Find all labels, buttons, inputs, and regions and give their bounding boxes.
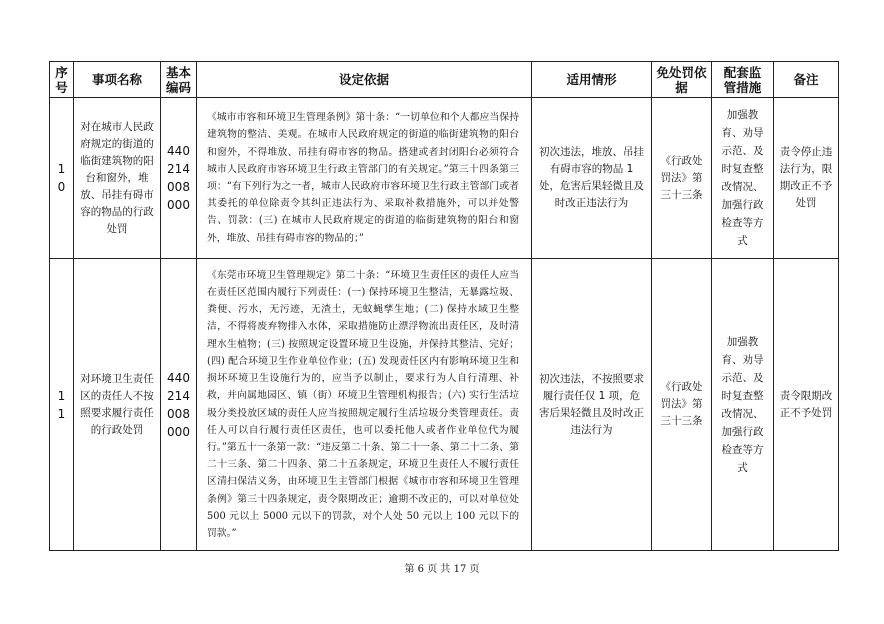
row-seq: 11 [50, 259, 74, 551]
row-note: 责令限期改正不予处罚 [774, 259, 839, 551]
row-basis: 《东莞市环境卫生管理规定》第二十条：“环境卫生责任区的责任人应当在责任区范围内履行下列责任：(一) 保持环境卫生整洁，无暴露垃圾、粪便、污水，无污迹，无渣土，无蚊蝇孳生地；(二) 保持水域卫生整洁，不得将废弃物排入水体，采取措施防止漂浮物流出责任区，及时清理水生植物；(三) 按照规定设置环境卫生设施，并保持其整洁、完好；(四) 配合环境卫生作业单位作业；(五) 发现责任区内有影响环境卫生和损坏环境卫生设施行为的，应当予以制止，要求行为人自行清理、补救，并向属地园区、镇（街）环境卫生管理机构报告；(六) 实行生活垃圾分类投放区域的责任人应当按照规定履行生活垃圾分类管理责任。责任人可以自行履行责任区责任，也可以委托他人或者作业单位代为履行。”第五十一条第一款：“违反第二十条、第二十一条、第二十二条、第二十三条、第二十四条、第二十五条规定，环境卫生责任人不履行责任区清扫保洁义务，由环境卫生主管部门根据《城市市容和环境卫生管理条例》第三十四条规定，责令限期改正；逾期不改正的，可以对单位处 500 元以上 5000 元以下的罚款，对个人处 50 元以上 100 元以下的罚款。” [197, 259, 532, 551]
row-condition: 初次违法，不按照要求履行责任仅 1 项，危害后果轻微且及时改正违法行为 [532, 259, 652, 551]
header-condition: 适用情形 [532, 62, 652, 98]
header-note: 备注 [774, 62, 839, 98]
row-measures: 加强教育、劝导示范、及时复查整改情况、加强行政检查等方式 [712, 98, 774, 259]
page-number-footer: 第 6 页 共 17 页 [404, 564, 480, 575]
table-row [50, 98, 839, 259]
row-measures: 加强教育、劝导示范、及时复查整改情况、加强行政检查等方式 [712, 259, 774, 551]
table-header-row [50, 62, 839, 98]
row-name: 对环境卫生责任区的责任人不按照要求履行责任的行政处罚 [74, 259, 161, 551]
row-note: 责令停止违法行为，限期改正不予处罚 [774, 98, 839, 259]
row-name: 对在城市人民政府规定的街道的临街建筑物的阳台和窗外，堆放、吊挂有碍市容的物品的行政处罚 [74, 98, 161, 259]
row-exempt: 《行政处罚法》第三十三条 [652, 98, 712, 259]
row-exempt: 《行政处罚法》第三十三条 [652, 259, 712, 551]
row-seq: 10 [50, 98, 74, 259]
header-measures: 配套监管措施 [712, 62, 774, 98]
row-code: 440214008000 [161, 98, 197, 259]
row-basis: 《城市市容和环境卫生管理条例》第十条：“一切单位和个人都应当保持建筑物的整洁、美观。在城市人民政府规定的街道的临街建筑物的阳台和窗外，不得堆放、吊挂有碍市容的物品。搭建或者封闭阳台必须符合城市人民政府市容环境卫生行政主管部门的有关规定。”第三十四条第三项：“有下列行为之一者，城市人民政府市容环境卫生行政主管部门或者其委托的单位除责令其纠正违法行为、采取补救措施外，可以并处警告、罚款：(三) 在城市人民政府规定的街道的临街建筑物的阳台和窗外，堆放、吊挂有碍市容的物品的；” [197, 98, 532, 259]
row-code: 440214008000 [161, 259, 197, 551]
header-name: 事项名称 [74, 62, 161, 98]
row-condition: 初次违法，堆放、吊挂有碍市容的物品 1 处，危害后果轻微且及时改正违法行为 [532, 98, 652, 259]
header-seq: 序号 [50, 62, 74, 98]
table-row [50, 259, 839, 551]
header-exempt: 免处罚依据 [652, 62, 712, 98]
header-code: 基本编码 [161, 62, 197, 98]
regulation-table [49, 61, 839, 551]
header-basis: 设定依据 [197, 62, 532, 98]
